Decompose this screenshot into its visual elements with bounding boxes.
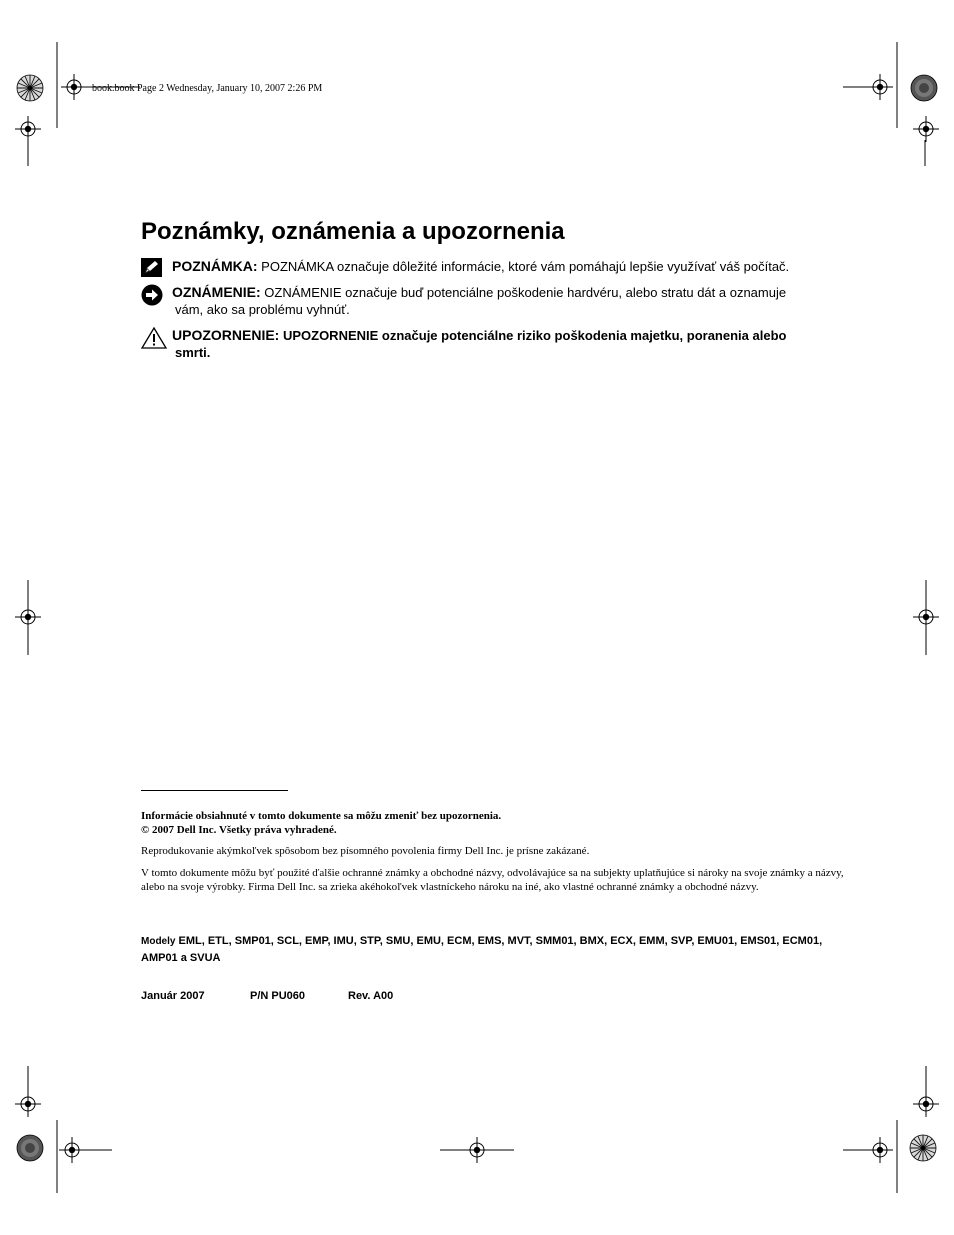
reproduction-notice: Reprodukovanie akýmkoľvek spôsobom bez písomného povolenia firmy Dell Inc. je prísne zakázané. — [141, 845, 590, 857]
note-notice — [141, 258, 841, 275]
caution-label: UPOZORNENIE: — [172, 327, 280, 343]
running-head: book.book Page 2 Wednesday, January 10, 2007 2:26 PM — [92, 83, 323, 94]
caution-text: UPOZORNENIE označuje potenciálne riziko poškodenia majetku, poranenia alebo — [279, 328, 787, 343]
models-values: EML, ETL, SMP01, SCL, EMP, IMU, STP, SMU, EMU, ECM, EMS, MVT, SMM01, BMX, ECX, EMM, SVP, EMU01, EMS01, ECM01, AMP01 a SVUA — [141, 935, 823, 964]
caution-notice — [141, 327, 841, 361]
caution-text-continued: smrti. — [175, 345, 211, 360]
notice-text-continued: vám, ako sa problému vyhnúť. — [175, 302, 350, 317]
notice-text: OZNÁMENIE označuje buď potenciálne poškodenie hardvéru, alebo stratu dát a oznamuje — [260, 285, 787, 300]
legal-change-notice: Informácie obsiahnuté v tomto dokumente sa môžu zmeniť bez upozornenia. — [141, 810, 502, 822]
note-text: POZNÁMKA označuje dôležité informácie, ktoré vám pomáhajú lepšie využívať váš počítač. — [257, 259, 790, 274]
trademarks-notice: V tomto dokumente môžu byť použité ďalšie ochranné známky a obchodné názvy, odvolávajúce sa na subjekty uplatňujúce si nároky na svoje známky a názvy, alebo na svoje výrobky. Firma Dell Inc. sa zrieka akéhokoľvek vlastníckeho nároku na iné, ako vlastné ochranné známky a obchodné názvy. — [141, 867, 844, 893]
part-number: P/N PU060 — [250, 990, 306, 1002]
model-list — [141, 933, 846, 966]
revision: Rev. A00 — [348, 990, 394, 1002]
notice-arrow-icon — [141, 284, 163, 306]
page-title: Poznámky, oznámenia a upozornenia — [141, 218, 565, 245]
notice-label: OZNÁMENIE: — [172, 284, 261, 300]
footnote-divider — [141, 790, 288, 791]
caution-triangle-icon — [141, 327, 167, 349]
pencil-note-icon — [141, 258, 162, 277]
models-label: Modely — [141, 936, 176, 947]
copyright-line: © 2007 Dell Inc. Všetky práva vyhradené. — [141, 824, 337, 836]
notice-notice — [141, 284, 841, 318]
publication-date: Január 2007 — [141, 990, 205, 1002]
note-label: POZNÁMKA: — [172, 258, 258, 274]
